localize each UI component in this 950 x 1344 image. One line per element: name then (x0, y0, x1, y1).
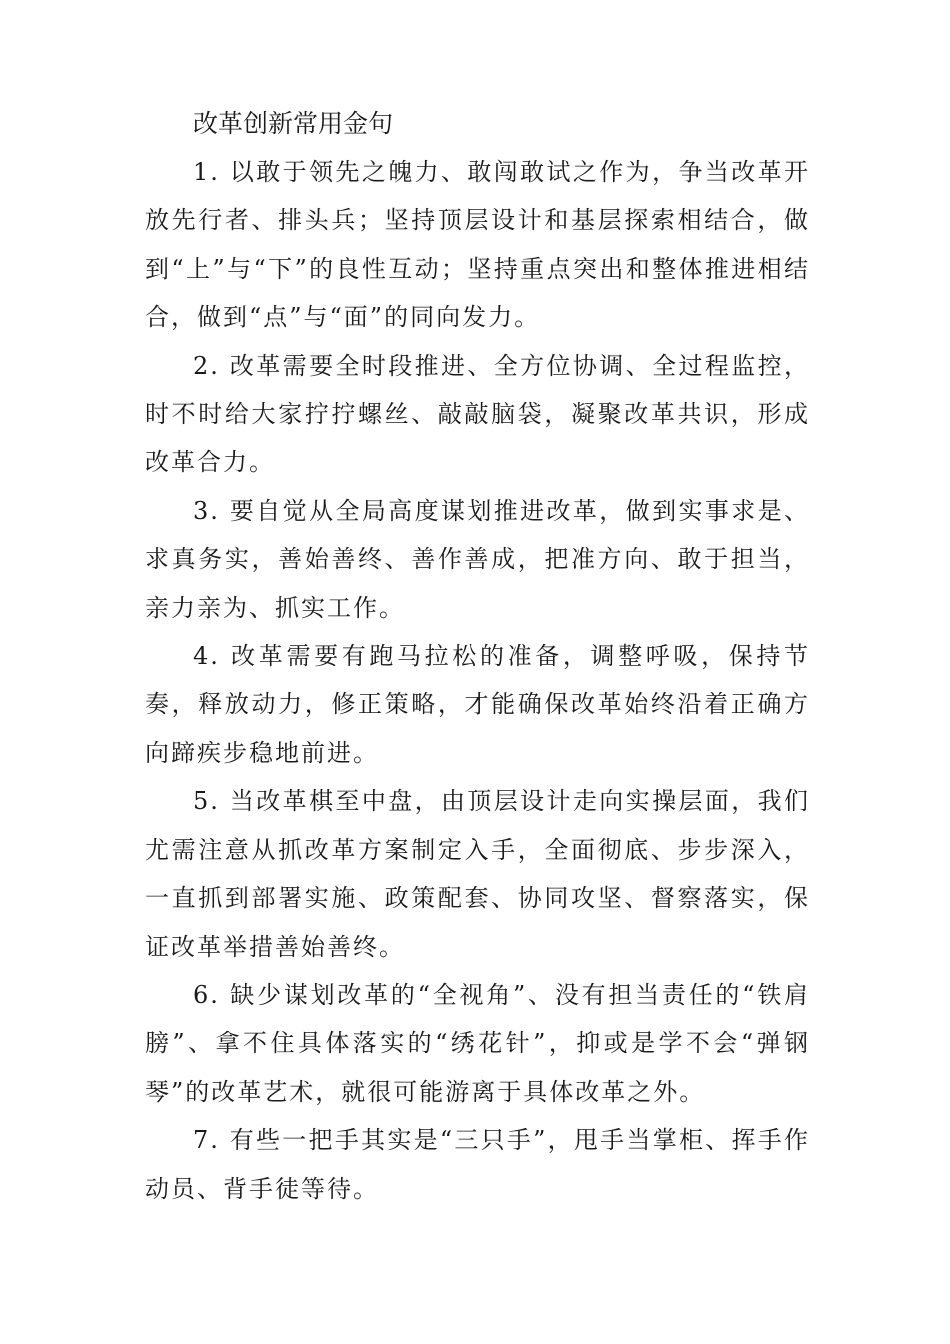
paragraph-7: 7. 有些一把手其实是“三只手”，甩手当掌柜、挥手作动员、背手徒等待。 (145, 1126, 810, 1203)
paragraph-1: 1. 以敢于领先之魄力、敢闯敢试之作为，争当改革开放先行者、排头兵；坚持顶层设计和基层探索相结合，做到“上”与“下”的良性互动；坚持重点突出和整体推进相结合，做到“点”与“面”的同向发力。 (145, 158, 810, 332)
paragraph-3: 3. 要自觉从全局高度谋划推进改革，做到实事求是、求真务实，善始善终、善作善成，把准方向、敢于担当，亲力亲为、抓实工作。 (145, 496, 810, 622)
paragraph-4: 4. 改革需要有跑马拉松的准备，调整呼吸，保持节奏，释放动力，修正策略，才能确保改革始终沿着正确方向蹄疾步稳地前进。 (145, 642, 810, 767)
document-title: 改革创新常用金句 (193, 109, 394, 138)
document-body (145, 148, 810, 1213)
paragraph-5: 5. 当改革棋至中盘，由顶层设计走向实操层面，我们尤需注意从抓改革方案制定入手，全面彻底、步步深入，一直抓到部署实施、政策配套、协同攻坚、督察落实，保证改革举措善始善终。 (145, 787, 810, 961)
paragraph-6: 6. 缺少谋划改革的“全视角”、没有担当责任的“铁肩膀”、拿不住具体落实的“绣花针”，抑或是学不会“弹钢琴”的改革艺术，就很可能游离于具体改革之外。 (145, 980, 810, 1106)
paragraph-2: 2. 改革需要全时段推进、全方位协调、全过程监控，时不时给大家拧拧螺丝、敲敲脑袋，凝聚改革共识，形成改革合力。 (145, 351, 810, 477)
